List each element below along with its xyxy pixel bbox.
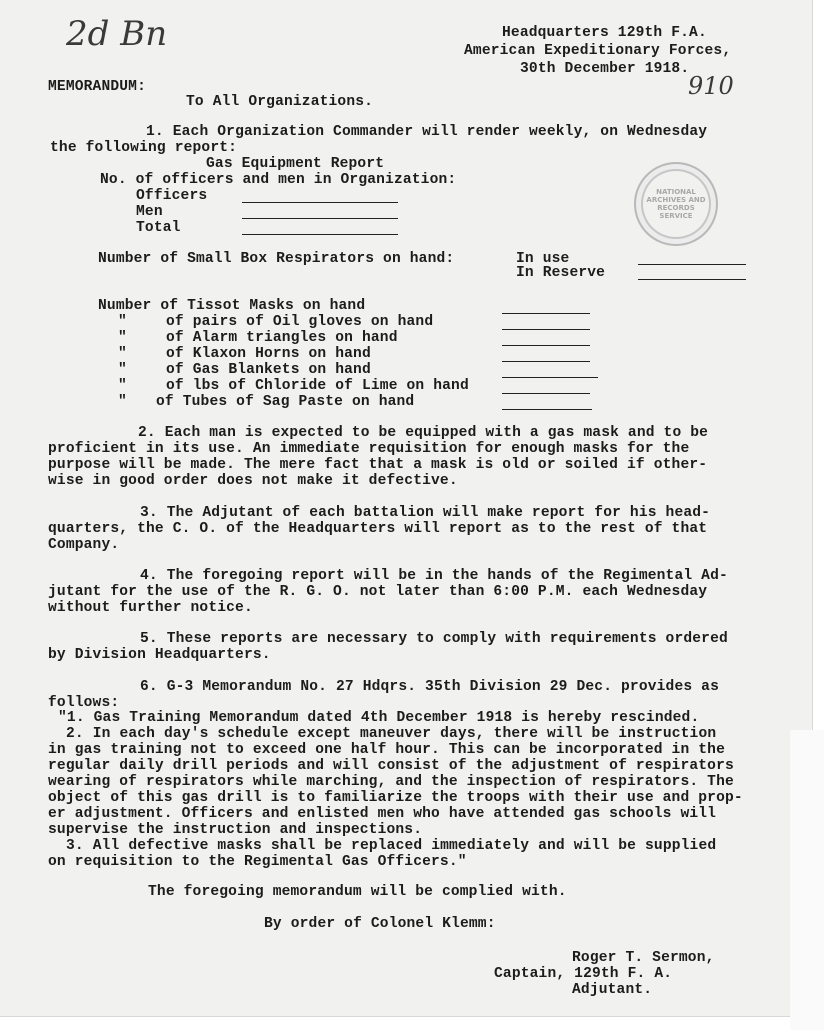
para2-line-2: proficient in its use. An immediate requisition for enough masks for the (48, 441, 690, 457)
blank-sag-paste (502, 409, 592, 410)
para6-line-12: on requisition to the Regimental Gas Officers." (48, 854, 467, 870)
respirators-in-use: In use (516, 251, 570, 267)
blank-gas-blankets (502, 377, 598, 378)
para6-line-3: "1. Gas Training Memorandum dated 4th December 1918 is hereby rescinded. (58, 710, 700, 726)
signature-name: Roger T. Sermon, (572, 950, 715, 966)
item-ditto-2: " (118, 330, 127, 346)
item-ditto-4: " (118, 362, 127, 378)
para3-line-1: 3. The Adjutant of each battalion will make report for his head- (140, 505, 711, 521)
para2-line-4: wise in good order does not make it defective. (48, 473, 458, 489)
item-chloride-of-lime: of lbs of Chloride of Lime on hand (166, 378, 469, 394)
blank-total (242, 234, 398, 235)
item-alarm-triangles: of Alarm triangles on hand (166, 330, 398, 346)
para6-line-10: supervise the instruction and inspections. (48, 822, 423, 838)
para6-line-7: wearing of respirators while marching, and the inspection of respirators. The (48, 774, 734, 790)
blank-officers (242, 202, 398, 203)
para6-line-5: in gas training not to exceed one half hour. This can be incorporated in the (48, 742, 725, 758)
count-row-total: Total (136, 220, 181, 236)
para3-line-3: Company. (48, 537, 120, 553)
para1-line-1: 1. Each Organization Commander will render weekly, on Wednesday (146, 124, 708, 140)
count-row-men: Men (136, 204, 163, 220)
para2-line-3: purpose will be made. The mere fact that a mask is old or soiled if other- (48, 457, 708, 473)
blank-chloride-of-lime (502, 393, 590, 394)
para6-line-2: follows: (48, 695, 120, 711)
signature-title: Adjutant. (572, 982, 653, 998)
blank-in-use (638, 264, 746, 265)
items-label: Number of Tissot Masks on hand (98, 298, 366, 314)
blank-alarm-triangles (502, 345, 590, 346)
para4-line-3: without further notice. (48, 600, 253, 616)
item-ditto-3: " (118, 346, 127, 362)
blank-tissot-masks (502, 313, 590, 314)
para6-line-4: 2. In each day's schedule except maneuver days, there will be instruction (66, 726, 717, 742)
para5-line-2: by Division Headquarters. (48, 647, 271, 663)
archives-stamp: NATIONAL ARCHIVES AND RECORDS SERVICE (634, 162, 718, 246)
header-line-2: American Expeditionary Forces, (464, 43, 732, 59)
torn-edge (790, 730, 824, 1030)
item-gas-blankets: of Gas Blankets on hand (166, 362, 371, 378)
signature-rank: Captain, 129th F. A. (494, 966, 673, 982)
count-row-officers: Officers (136, 188, 208, 204)
para2-line-1: 2. Each man is expected to be equipped with a gas mask and to be (138, 425, 709, 441)
para4-line-1: 4. The foregoing report will be in the hands of the Regimental Ad- (140, 568, 728, 584)
para6-line-1: 6. G-3 Memorandum No. 27 Hdqrs. 35th Division 29 Dec. provides as (140, 679, 719, 695)
para5-line-1: 5. These reports are necessary to comply with requirements ordered (140, 631, 728, 647)
para4-line-2: jutant for the use of the R. G. O. not later than 6:00 P.M. each Wednesday (48, 584, 708, 600)
respirators-in-reserve: In Reserve (516, 265, 606, 281)
salutation: To All Organizations. (186, 94, 374, 110)
para6-line-6: regular daily drill periods and will consist of the adjustment of respirators (48, 758, 734, 774)
item-ditto-5: " (118, 378, 127, 394)
para3-line-2: quarters, the C. O. of the Headquarters will report as to the rest of that (48, 521, 708, 537)
handwritten-file-number: 910 (688, 72, 734, 100)
para6-line-8: object of this gas drill is to familiarize the troops with their use and prop- (48, 790, 743, 806)
respirators-label: Number of Small Box Respirators on hand: (98, 251, 455, 267)
para6-line-11: 3. All defective masks shall be replaced immediately and will be supplied (66, 838, 717, 854)
blank-in-reserve (638, 279, 746, 280)
item-ditto-1: " (118, 314, 127, 330)
header-line-3: 30th December 1918. (520, 61, 690, 77)
item-ditto-6: " (118, 394, 127, 410)
item-klaxon-horns: of Klaxon Horns on hand (166, 346, 371, 362)
blank-oil-gloves (502, 329, 590, 330)
memo-label: MEMORANDUM: (48, 79, 146, 95)
closing-line: The foregoing memorandum will be complied with. (148, 884, 567, 900)
blank-klaxon-horns (502, 361, 590, 362)
para6-line-9: er adjustment. Officers and enlisted men who have attended gas schools will (48, 806, 717, 822)
count-label: No. of officers and men in Organization: (100, 172, 457, 188)
blank-men (242, 218, 398, 219)
report-title: Gas Equipment Report (206, 156, 385, 172)
header-line-1: Headquarters 129th F.A. (502, 25, 707, 41)
handwritten-battalion-note: 2d Bn (66, 14, 168, 54)
para1-line-2: the following report: (50, 140, 238, 156)
item-sag-paste: of Tubes of Sag Paste on hand (156, 394, 415, 410)
item-oil-gloves: of pairs of Oil gloves on hand (166, 314, 434, 330)
order-line: By order of Colonel Klemm: (264, 916, 496, 932)
